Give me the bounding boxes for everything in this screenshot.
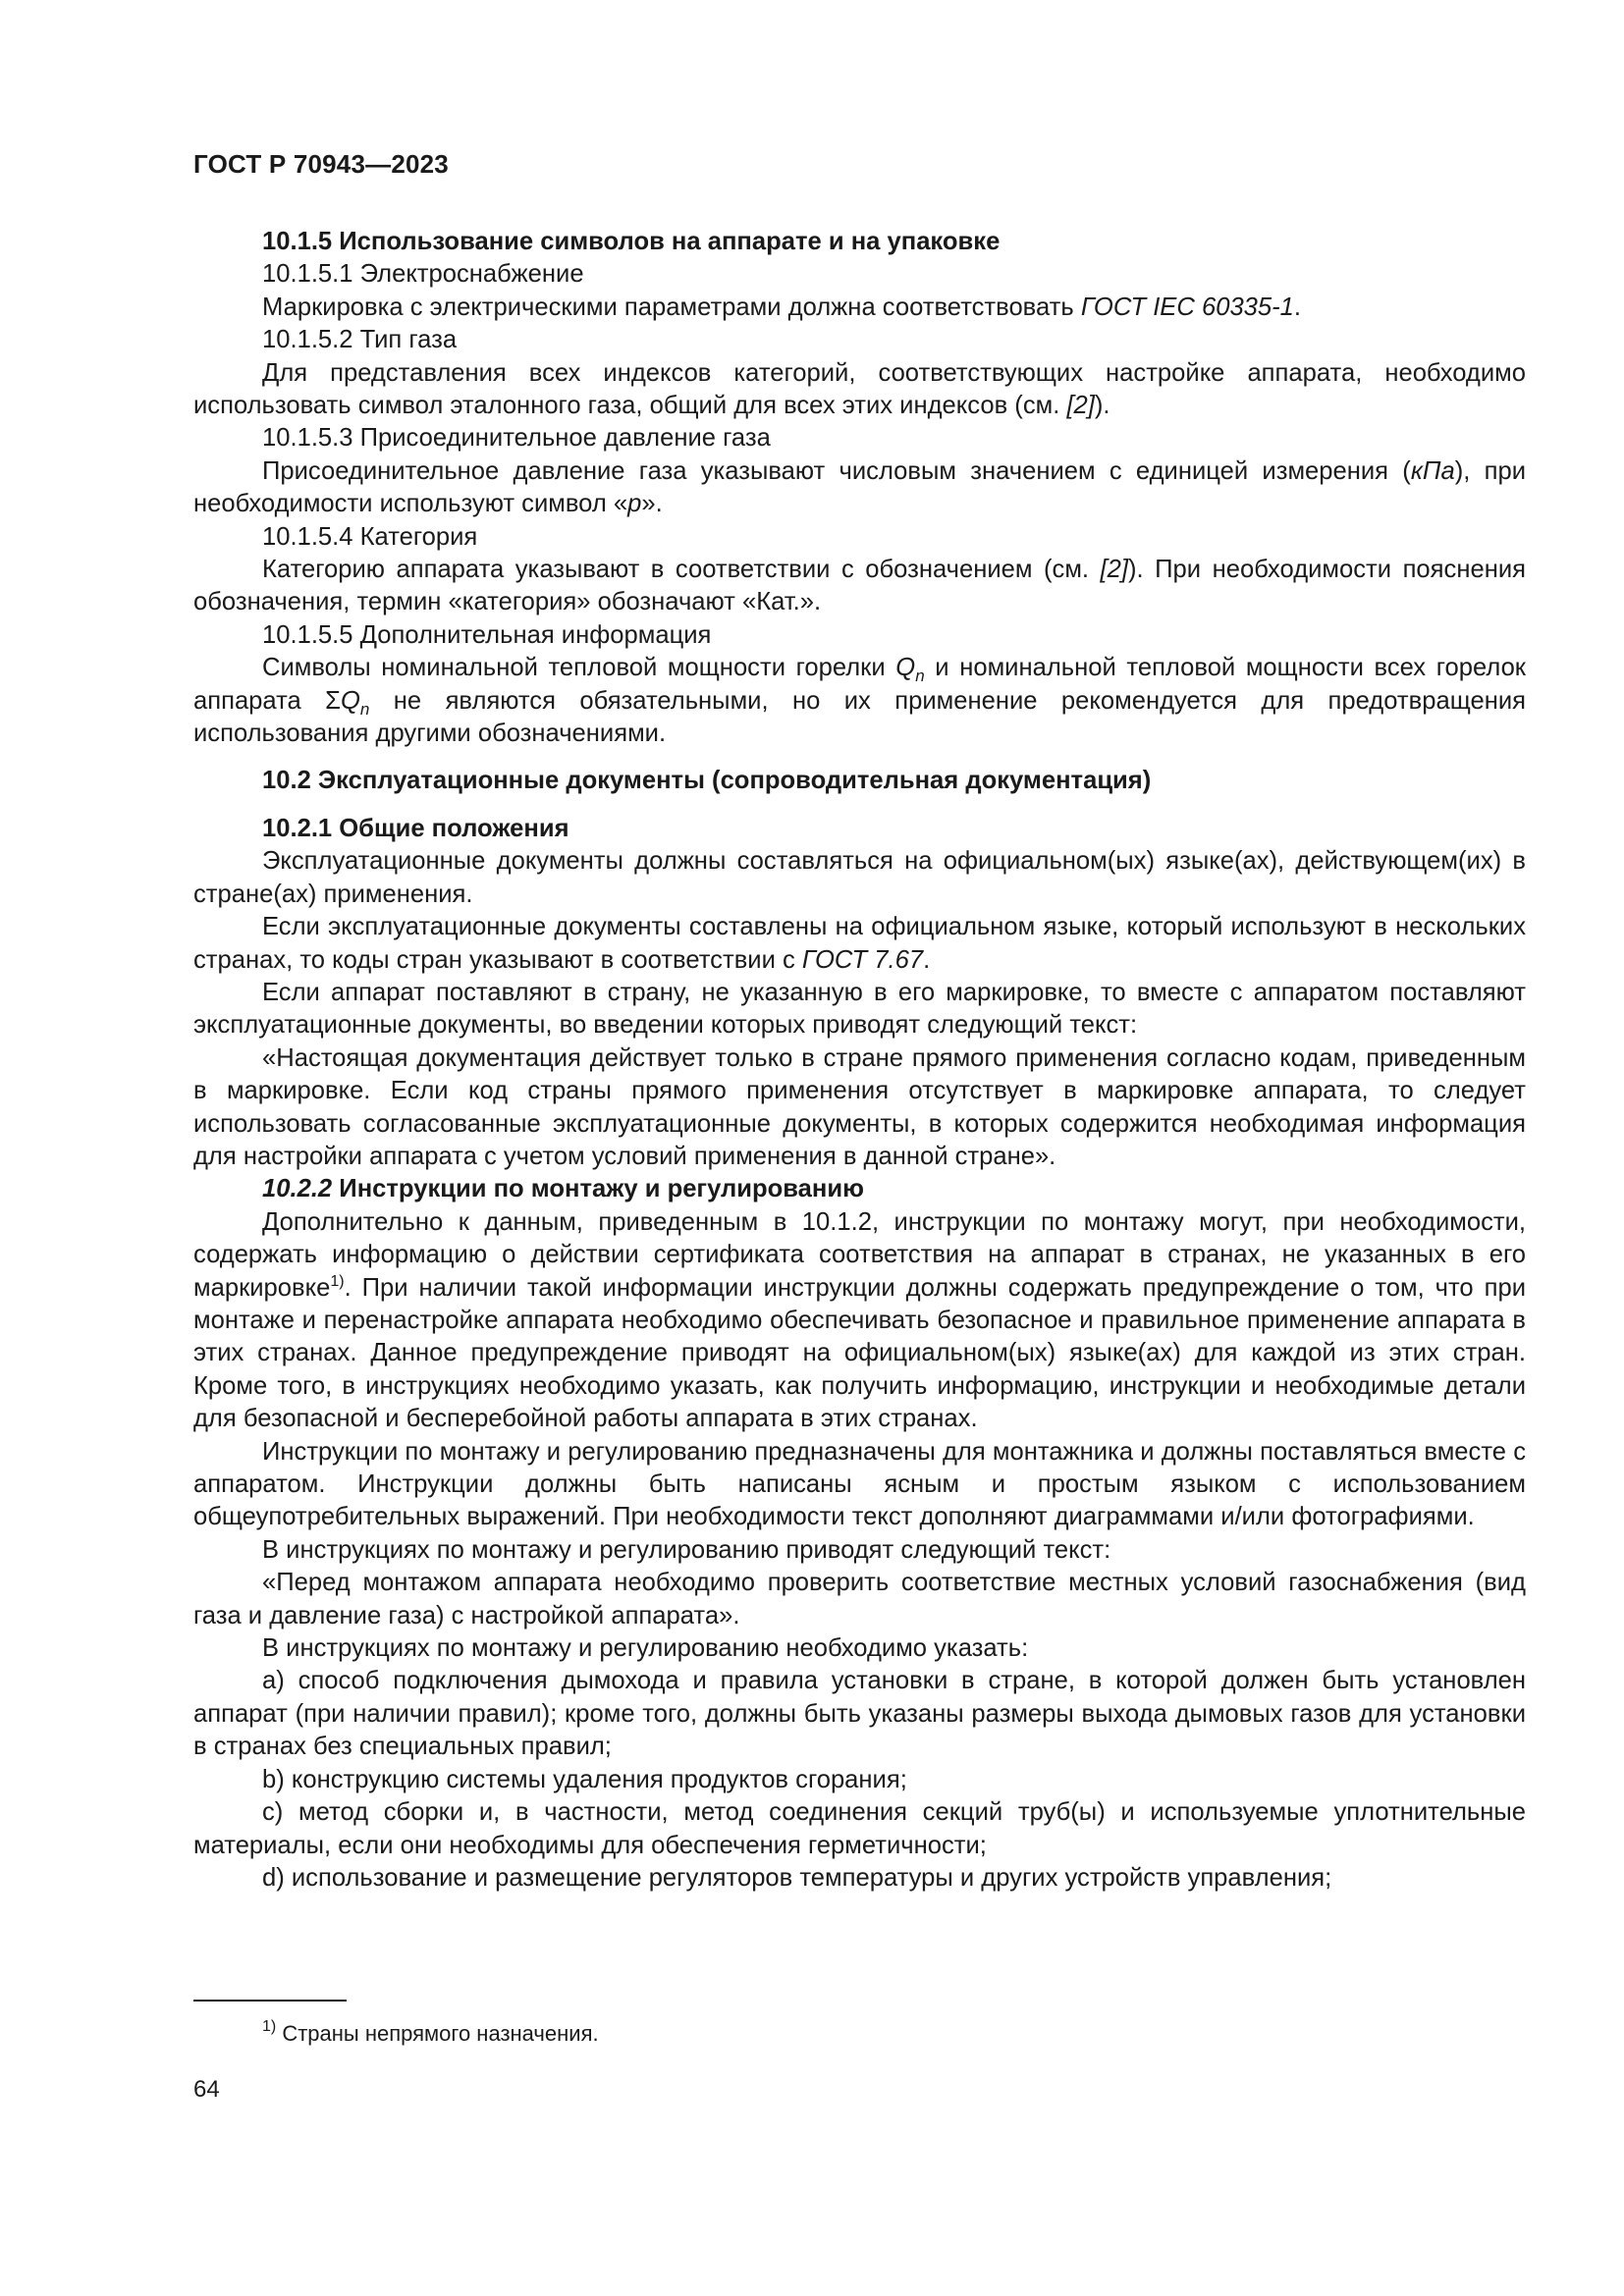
standard-reference: ГОСТ 7.67 — [801, 945, 924, 974]
paragraph: В инструкциях по монтажу и регулированию приводят следующий текст: — [262, 1535, 1111, 1564]
paragraph: Категорию аппарата указывают в соответствии с обозначением (см. [2]). При необходимости пояснения обозначения, термин «категория» обозначают «Кат.». — [193, 556, 1526, 616]
subheading-10-1-5-5: 10.1.5.5 Дополнительная информация — [262, 620, 712, 649]
section-number: 10.2.2 — [262, 1175, 333, 1203]
footnote-text: Страны непрямого назначения. — [276, 2021, 599, 2046]
paragraph: Для представления всех индексов категорий, соответствующих настройке аппарата, необходимо использовать символ эталонного газа, общий для всех этих индексов (см. [2]). — [193, 358, 1526, 420]
heading-10-1-5: 10.1.5 Использование символов на аппарате и на упаковке — [262, 228, 1001, 255]
heading-10-2-1: 10.2.1 Общие положения — [262, 814, 569, 842]
paragraph: Эксплуатационные документы должны составляться на официальном(ых) языке(ах), действующем(их) в стране(ах) применения. — [193, 847, 1526, 908]
paragraph: Дополнительно к данным, приведенным в 10.1.2, инструкции по монтажу могут, при необходимости, содержать информацию о действии сертификата соответствия на аппарат в странах, не указанных в его маркировке$^{1)}$. При наличии такой информации инструкции должны содержать предупреждение о том, что при монтаже и перенастройке аппарата необходимо обеспечивать безопасное и правильное применение аппарата в этих странах. Данное предупреждение приводят на официальном(ых) языке(ах) для каждой из этих стран. Кроме того, в инструкциях необходимо указать, как получить информацию, инструкции и необходимые детали для безопасной и бесперебойной работы аппарата в этих странах. — [193, 1207, 1526, 1433]
symbol-n: n — [915, 667, 925, 686]
list-item: c) метод сборки и, в частности, метод соединения секций труб(ы) и используемые уплотнительные материалы, если они необходимы для обеспечения герметичности; — [193, 1798, 1526, 1859]
heading-10-2-2 — [193, 1173, 1526, 1205]
paragraph: Присоединительное давление газа указывают числовым значением с единицей измерения (кПа), при необходимости используют символ «p». — [193, 456, 1526, 518]
bibliography-reference: [2] — [1100, 556, 1129, 584]
pressure-symbol: p — [627, 490, 642, 518]
paragraph: Если аппарат поставляют в страну, не указанную в его маркировке, то вместе с аппаратом поставляют эксплуатационные документы, во введении которых приводят следующий текст: — [193, 978, 1526, 1040]
paragraph: Маркировка с электрическими параметрами должна соответствовать ГОСТ IEC 60335-1. — [262, 293, 1302, 321]
page-number: 64 — [193, 2076, 220, 2103]
footnote-mark: 1) — [262, 2018, 277, 2035]
heading-10-2: 10.2 Эксплуатационные документы (сопроводительная документация) — [262, 766, 1152, 794]
subheading-10-1-5-4: 10.1.5.4 Категория — [262, 522, 478, 551]
symbol-q: Q — [895, 654, 916, 682]
section-title: Инструкции по монтажу и регулированию — [339, 1175, 864, 1203]
paragraph: В инструкциях по монтажу и регулированию необходимо указать: — [262, 1634, 1029, 1663]
footnote — [262, 2020, 599, 2048]
bibliography-reference: [2] — [1066, 392, 1095, 420]
list-item: a) способ подключения дымохода и правила установки в стране, в которой должен быть установлен аппарат (при наличии правил); кроме того, должны быть указаны размеры выхода дымовых газов для установки в странах без специальных правил; — [193, 1667, 1526, 1761]
footnote-ref: 1) — [330, 1272, 345, 1290]
standard-reference: ГОСТ IEC 60335-1 — [1080, 293, 1294, 321]
document-code: ГОСТ Р 70943—2023 — [193, 149, 449, 179]
symbol-n: n — [359, 699, 370, 719]
paragraph: Инструкции по монтажу и регулированию предназначены для монтажника и должны поставляться вместе с аппаратом. Инструкции должны быть написаны ясным и простым языком с использованием общеупотребительных выражений. При необходимости текст дополняют диаграммами и/или фотографиями. — [193, 1437, 1526, 1531]
list-item: d) использование и размещение регуляторов температуры и других устройств управления; — [262, 1863, 1332, 1892]
footnote-divider — [193, 2000, 347, 2002]
quoted-text: «Настоящая документация действует только в стране прямого применения согласно кодам, приведенным в маркировке. Если код страны прямого применения отсутствует в маркировке аппарата, то следует использовать согласованные эксплуатационные документы, в которых содержится необходимая информация для настройки аппарата с учетом условий применения в данной стране». — [193, 1043, 1526, 1170]
quoted-text: «Перед монтажом аппарата необходимо проверить соответствие местных условий газоснабжения (вид газа и давление газа) с настройкой аппарата». — [193, 1569, 1526, 1629]
unit-label: кПа — [1410, 456, 1455, 485]
paragraph: Символы номинальной тепловой мощности горелки $Q_n$ и номинальной тепловой мощности всех горелок аппарата $\Sigma Q_n$ не являются обязательными, но их применение рекомендуется для предотвращения использования другими обозначениями. — [193, 654, 1526, 748]
symbol-sigma: Σ — [325, 686, 341, 715]
list-item: b) конструкцию системы удаления продуктов сгорания; — [262, 1765, 907, 1793]
subheading-10-1-5-2: 10.1.5.2 Тип газа — [262, 326, 458, 354]
subheading-10-1-5-1: 10.1.5.1 Электроснабжение — [262, 260, 584, 289]
paragraph: Если эксплуатационные документы составлены на официальном языке, который используют в нескольких странах, то коды стран указывают в соответствии с ГОСТ 7.67. — [193, 913, 1526, 974]
document-body — [193, 226, 1526, 1895]
subheading-10-1-5-3: 10.1.5.3 Присоединительное давление газа — [262, 424, 771, 453]
symbol-q: Q — [341, 686, 360, 715]
